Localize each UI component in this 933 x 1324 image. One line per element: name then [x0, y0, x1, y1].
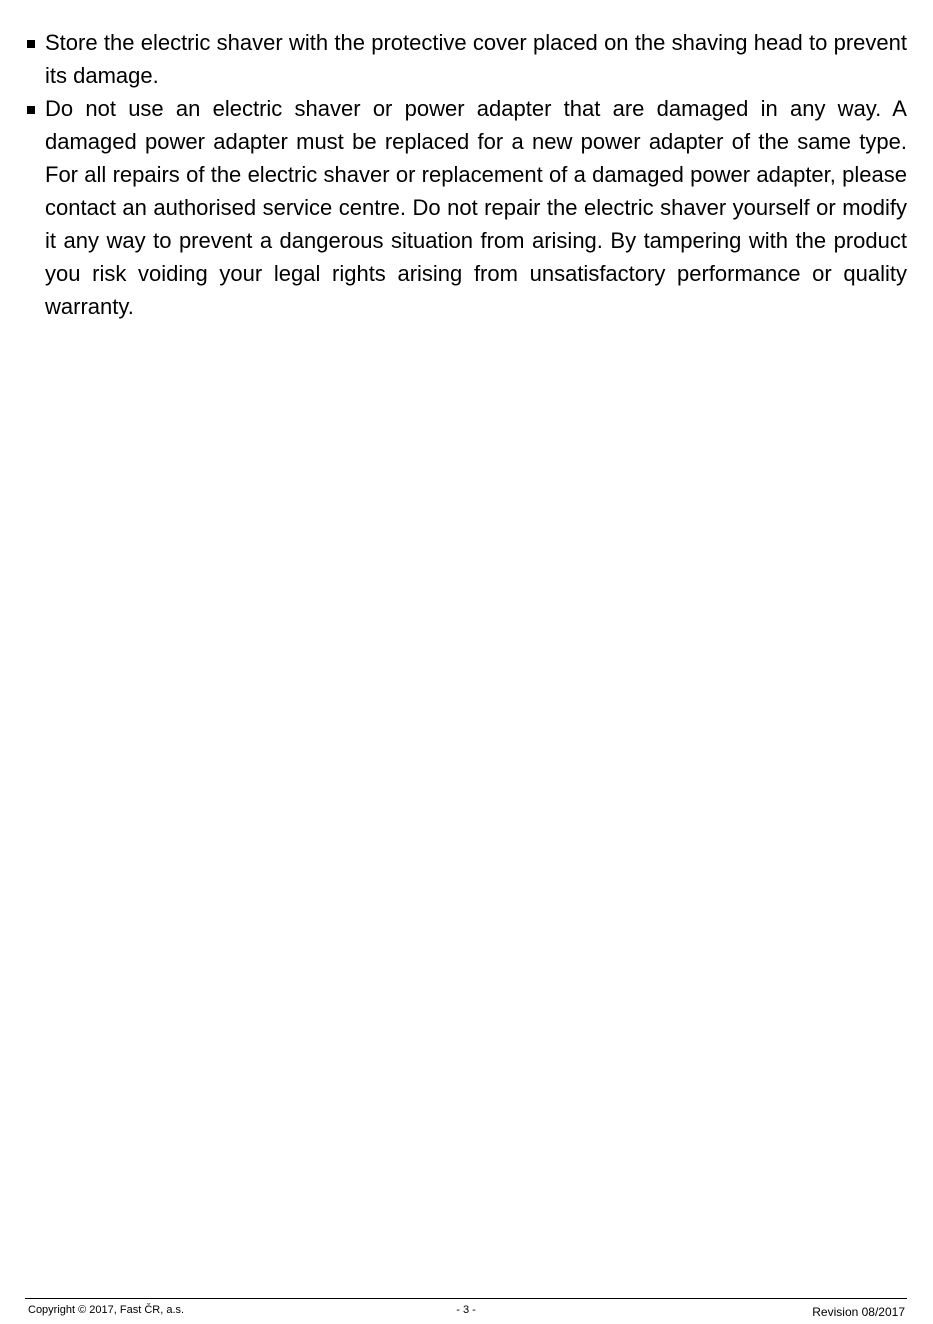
bullet-square-icon — [27, 106, 35, 114]
list-item — [25, 92, 907, 323]
safety-instructions-list — [25, 26, 907, 323]
list-item-text: Store the electric shaver with the protective cover placed on the shaving head to prevent its damage. — [45, 30, 907, 88]
copyright-notice: Copyright © 2017, Fast ČR, a.s. — [28, 1304, 185, 1316]
document-body — [25, 26, 907, 323]
list-item-text: Do not use an electric shaver or power adapter that are damaged in any way. A damaged power adapter must be replaced for a new power adapter of the same type. For all repairs of the electric shaver or replacement of a damaged power adapter, please contact an authorised service centre. Do not repair the electric shaver yourself or modify it any way to prevent a dangerous situation from arising. By tampering with the product you risk voiding your legal rights arising from unsatisfactory performance or quality warranty. — [45, 96, 907, 319]
page-number: - 3 - — [456, 1304, 476, 1316]
list-item — [25, 26, 907, 92]
bullet-square-icon — [27, 40, 35, 48]
revision-label: Revision 08/2017 — [812, 1305, 905, 1319]
page-footer — [25, 1298, 907, 1319]
